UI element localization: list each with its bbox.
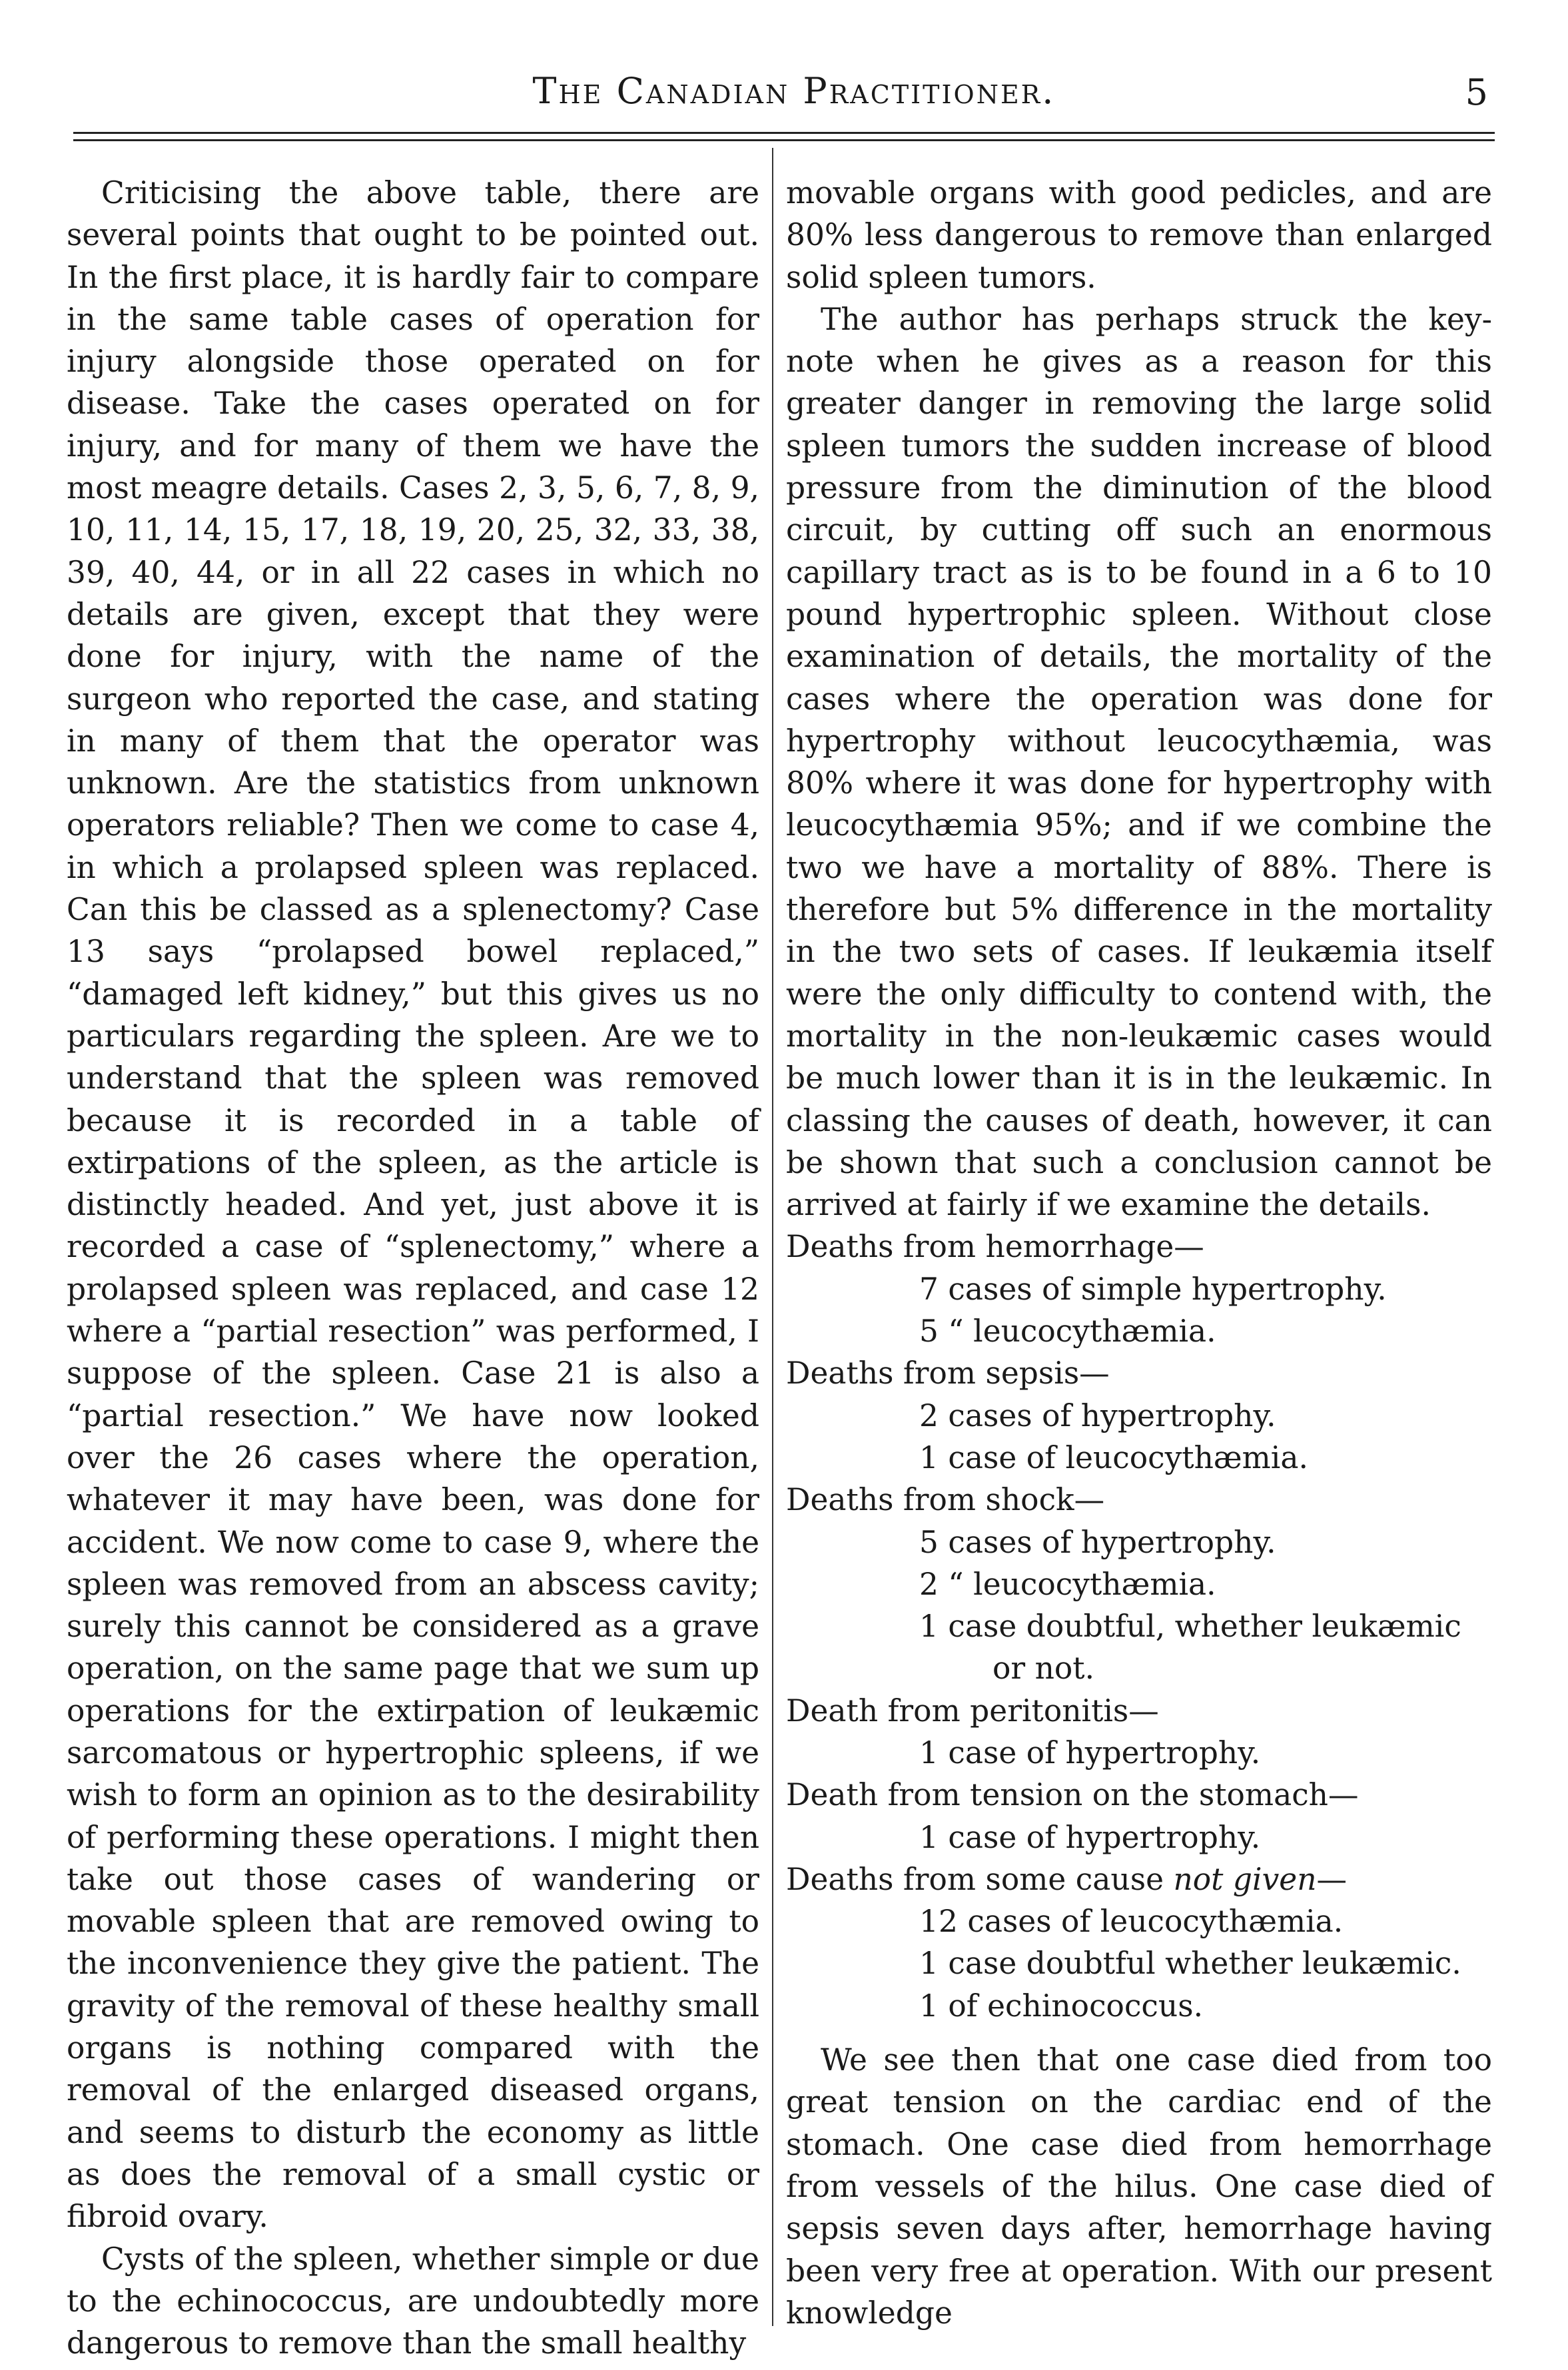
right-paragraph-continuation: movable organs with good pedicles, and are 80% less dangerous to remove than enlarged solid spleen tumors. (786, 175, 1492, 295)
right-column (786, 172, 1492, 2334)
header-rule-bottom (73, 139, 1495, 141)
deaths-item: 2 cases of hypertrophy. (919, 1397, 1276, 1433)
deaths-item: 5 “ leucocythæmia. (919, 1314, 1216, 1350)
deaths-item: or not. (992, 1651, 1095, 1687)
column-divider (772, 148, 773, 2326)
deaths-item: 1 case doubtful, whether leukæmic (919, 1609, 1461, 1645)
deaths-heading-dash: — (1316, 1861, 1348, 1897)
deaths-item: 1 case of hypertrophy. (919, 1735, 1261, 1771)
deaths-item: 7 cases of simple hypertrophy. (919, 1271, 1387, 1307)
deaths-item: 1 case of hypertrophy. (919, 1819, 1261, 1855)
page-number: 5 (1465, 71, 1488, 113)
header-rule-top (73, 132, 1495, 134)
left-paragraph-1: Criticising the above table, there are several points that ought to be pointed out. In the first place, it is hardly fair to compare in the same table cases of operation for injury alongside those operated on for disease. Take the cases operated on for injury, and for many of them we have the most meagre details. Cases 2, 3, 5, 6, 7, 8, 9, 10, 11, 14, 15, 17, 18, 19, 20, 25, 32, 33, 38, 39, 40, 44, or in all 22 cases in which no details are given, except that they were done for injury, with the name of the surgeon who reported the case, and stating in many of them that the operator was unknown. Are the statistics from unknown operators reliable? Then we come to case 4, in which a prolapsed spleen was replaced. Can this be classed as a splenectomy? Case 13 says “prolapsed bowel replaced,” “damaged left kidney,” but this gives us no particulars regarding the spleen. Are we to understand that the spleen was removed because it is recorded in a table of extirpations of the spleen, as the article is distinctly headed. And yet, just above it is recorded a case of “splenectomy,” where a prolapsed spleen was replaced, and case 12 where a “partial resection” was performed, I suppose of the spleen. Case 21 is also a “partial resection.” We have now looked over the 26 cases where the operation, whatever it may have been, was done for accident. We now come to case 9, where the spleen was removed from an abscess cavity; surely this cannot be considered as a grave operation, on the same page that we sum up operations for the extirpation of leukæmic sarcomatous or hypertrophic spleens, if we wish to form an opinion as to the desirability of performing these operations. I might then take out those cases of wandering or movable spleen that are removed owing to the inconvenience they give the patient. The gravity of the removal of these healthy small organs is nothing compared with the removal of the enlarged diseased organs, and seems to disturb the economy as little as does the removal of a small cystic or fibroid ovary. (67, 175, 759, 2235)
death-peritonitis (786, 1690, 1492, 1775)
deaths-heading (786, 1858, 1492, 1900)
deaths-heading-emphasis: not given (1173, 1861, 1317, 1897)
deaths-heading: Deaths from hemorrhage— (786, 1229, 1204, 1265)
death-stomach-tension (786, 1774, 1492, 1858)
page-header (93, 63, 1495, 137)
deaths-item: 1 case doubtful whether leukæmic. (919, 1946, 1461, 1982)
left-column (67, 172, 759, 2364)
left-paragraph-2: Cysts of the spleen, whether simple or due to the echinococcus, are undoubtedly more dangerous to remove than the small healthy (67, 2241, 759, 2361)
deaths-heading: Death from peritonitis— (786, 1693, 1159, 1729)
deaths-item: 1 case of leucocythæmia. (919, 1439, 1308, 1475)
deaths-item: 12 cases of leucocythæmia. (919, 1904, 1344, 1940)
deaths-item: 5 cases of hypertrophy. (919, 1524, 1276, 1560)
deaths-heading: Deaths from sepsis— (786, 1356, 1110, 1391)
right-paragraph-3: We see then that one case died from too great tension on the cardiac end of the stomach. One case died from hemorrhage from vessels of the hilus. One case died of sepsis seven days after, hemorrhage having been very free at operation. With our present knowledge (786, 2042, 1492, 2331)
deaths-item: 2 “ leucocythæmia. (919, 1566, 1216, 1602)
deaths-heading: Death from tension on the stomach— (786, 1777, 1359, 1813)
deaths-cause-not-given (786, 1858, 1492, 2027)
right-paragraph-2: The author has perhaps struck the key-note when he gives as a reason for this greater danger in removing the large solid spleen tumors the sudden increase of blood pressure from the diminution of the blood circuit, by cutting off such an enormous capillary tract as is to be found in a 6 to 10 pound hypertrophic spleen. Without close examination of details, the mortality of the cases where the operation was done for hypertrophy without leucocythæmia, was 80% where it was done for hypertrophy with leucocythæmia 95%; and if we combine the two we have a mortality of 88%. There is therefore but 5% difference in the mortality in the two sets of cases. If leukæmia itself were the only difficulty to contend with, the mortality in the non-leukæmic cases would be much lower than it is in the leukæmic. In classing the causes of death, however, it can be shown that such a conclusion cannot be arrived at fairly if we examine the details. (786, 301, 1492, 1223)
deaths-heading: Deaths from shock— (786, 1482, 1105, 1518)
deaths-sepsis (786, 1352, 1492, 1479)
deaths-hemorrhage (786, 1226, 1492, 1352)
deaths-item: 1 of echinococcus. (919, 1988, 1204, 2024)
deaths-shock (786, 1479, 1492, 1689)
deaths-heading-text: Deaths from some cause (786, 1861, 1174, 1897)
running-title: The Canadian Practitioner. (532, 70, 1056, 112)
